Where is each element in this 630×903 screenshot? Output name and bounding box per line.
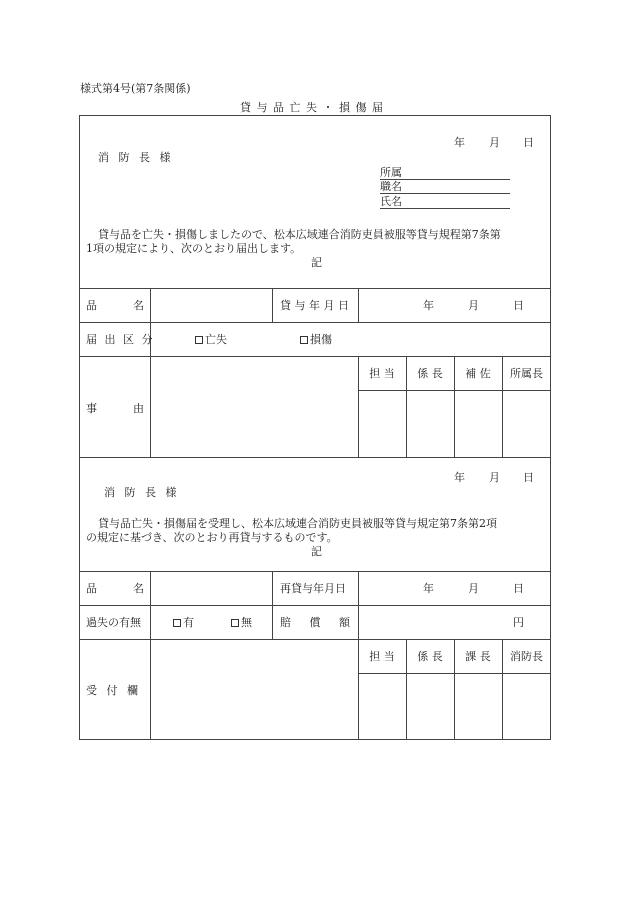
loan-date-label: 貸 与 年 月 日 <box>280 299 349 312</box>
addressee-1: 消 防 長 様 <box>98 151 174 164</box>
seal-box[interactable] <box>359 391 405 456</box>
option-lost-label: 亡失 <box>205 333 227 346</box>
option-no[interactable] <box>231 616 252 629</box>
body-1-line1: 貸与品を亡失・損傷しましたので、松本広域連合消防吏員被服等貸与規程第7条第 <box>98 228 501 241</box>
month-label: 月 <box>468 582 479 595</box>
reloan-date-label: 再貸与年月日 <box>280 582 346 595</box>
body-2-line1: 貸与品亡失・損傷届を受理し、松本広域連合消防吏員被服等貸与規定第7条第2項 <box>98 517 497 530</box>
checkbox-icon[interactable] <box>300 336 308 344</box>
month-label: 月 <box>489 136 500 149</box>
day-label: 日 <box>523 471 534 484</box>
negligence-label: 過失の有無 <box>86 616 141 629</box>
ki-2: 記 <box>311 545 322 558</box>
seal-box[interactable] <box>455 674 501 739</box>
item-name-label-1: 品 名 <box>86 299 144 312</box>
approval-shozokucho: 所属長 <box>510 367 543 380</box>
ki-1: 記 <box>311 256 322 269</box>
approval-shobocho: 消防長 <box>510 650 543 663</box>
option-no-label: 無 <box>241 616 252 629</box>
field-position-line[interactable] <box>380 193 510 194</box>
checkbox-icon[interactable] <box>231 619 239 627</box>
year-label: 年 <box>454 136 465 149</box>
approval-kakaricho-1: 係 長 <box>417 367 443 380</box>
year-label: 年 <box>454 471 465 484</box>
form-title: 貸 与 品 亡 失 ・ 損 傷 届 <box>240 101 384 114</box>
loan-date-input[interactable] <box>359 289 550 322</box>
body-2-line2: の規定に基づき、次のとおり再貸与するものです。 <box>86 531 338 544</box>
report-type-label: 届 出 区 分 <box>86 333 155 346</box>
reason-label: 事 由 <box>86 402 144 415</box>
approval-hosa: 補 佐 <box>465 367 491 380</box>
checkbox-icon[interactable] <box>173 619 181 627</box>
year-label: 年 <box>423 582 434 595</box>
seal-box[interactable] <box>407 391 453 456</box>
month-label: 月 <box>489 471 500 484</box>
compensation-label: 賠 償 額 <box>280 616 350 629</box>
compensation-input[interactable] <box>359 606 550 639</box>
rule <box>272 288 273 322</box>
reason-input[interactable] <box>151 357 357 456</box>
rule <box>79 457 551 458</box>
item-name-label-2: 品 名 <box>86 582 144 595</box>
approval-kacho: 課 長 <box>465 650 491 663</box>
approval-tanto-2: 担 当 <box>369 650 395 663</box>
year-label: 年 <box>423 299 434 312</box>
seal-box[interactable] <box>503 391 550 456</box>
option-yes[interactable] <box>173 616 194 629</box>
option-damaged[interactable] <box>300 333 332 346</box>
option-damaged-label: 損傷 <box>310 333 332 346</box>
field-position-label: 職名 <box>380 180 402 193</box>
option-lost[interactable] <box>195 333 227 346</box>
reception-label: 受 付 欄 <box>86 684 141 697</box>
day-label: 日 <box>513 582 524 595</box>
rule <box>272 571 273 639</box>
seal-box[interactable] <box>407 674 453 739</box>
approval-tanto-1: 担 当 <box>369 367 395 380</box>
item-name-input-2[interactable] <box>151 572 271 605</box>
form-number: 様式第4号(第7条関係) <box>80 82 191 95</box>
seal-box[interactable] <box>359 674 405 739</box>
reception-input[interactable] <box>151 640 357 739</box>
approval-kakaricho-2: 係 長 <box>417 650 443 663</box>
day-label: 日 <box>513 299 524 312</box>
body-1-line2: 1項の規定により、次のとおり届出します。 <box>86 242 302 255</box>
month-label: 月 <box>468 299 479 312</box>
day-label: 日 <box>523 136 534 149</box>
item-name-input-1[interactable] <box>151 289 271 322</box>
reloan-date-input[interactable] <box>359 572 550 605</box>
field-affiliation-label: 所属 <box>380 166 402 179</box>
yen-label: 円 <box>513 616 524 629</box>
addressee-2: 消 防 長 様 <box>104 486 180 499</box>
seal-box[interactable] <box>503 674 550 739</box>
field-name-label: 氏名 <box>380 195 402 208</box>
option-yes-label: 有 <box>183 616 194 629</box>
seal-box[interactable] <box>455 391 501 456</box>
field-name-line[interactable] <box>380 208 510 209</box>
checkbox-icon[interactable] <box>195 336 203 344</box>
